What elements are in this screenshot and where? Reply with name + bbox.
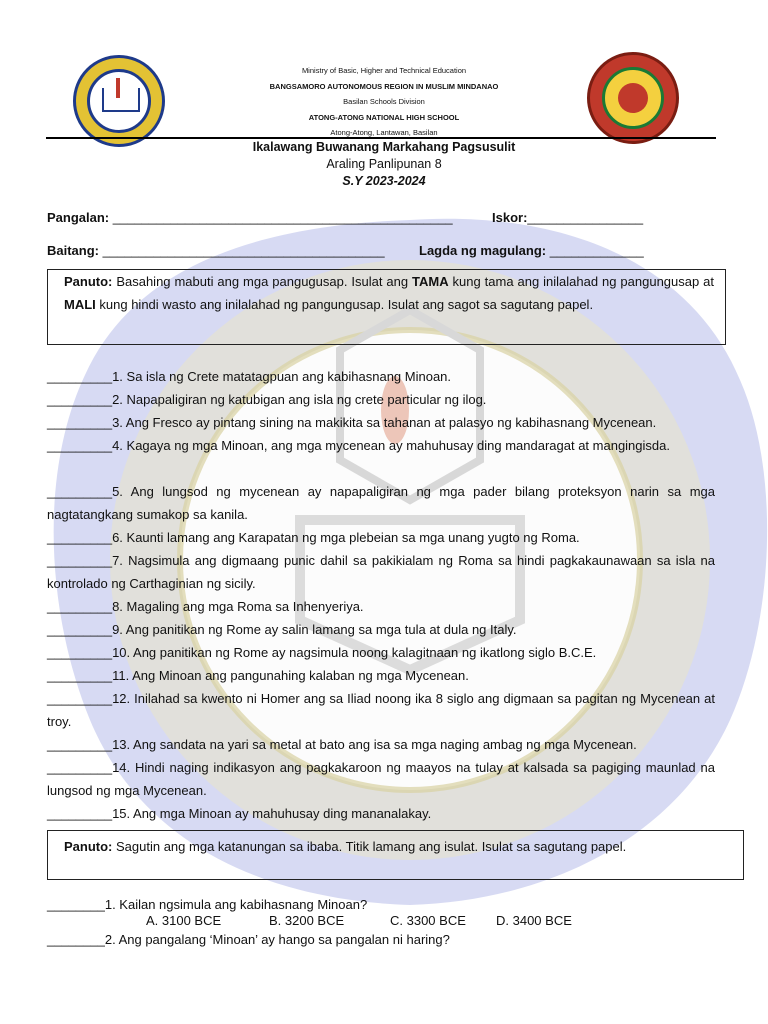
score-blank: ________________ [527,210,644,225]
mali-keyword: MALI [64,297,96,312]
header-ministry: Ministry of Basic, Higher and Technical Education [301,66,467,75]
question-item: _________3. Ang Fresco ay pintang sining na makikita sa tahanan at palasyo ng kabihasnang Mycenean. [47,415,657,430]
question-item: _________14. Hindi naging indikasyon ang pagkakaroon ng maayos na tulay at kalsada sa pagiging maunlad na lungsod ng mga Mycenean. [47,760,715,798]
directions-text: Sagutin ang mga katanungan sa ibaba. Titik lamang ang isulat. Isulat sa sagutang papel. [112,839,627,854]
question-item: _________13. Ang sandata na yari sa metal at bato ang isa sa mga naging ambag ng mga Mycenean. [47,737,637,752]
name-field[interactable] [47,210,453,225]
question-item: _________11. Ang Minoan ang pangunahing kalaban ng mga Mycenean. [47,668,469,683]
option-b: B. 3200 BCE [269,913,345,928]
question-item: _________2. Napapaligiran ng katubigan ang isla ng crete particular ng ilog. [47,392,487,407]
question-item: _________8. Magaling ang mga Roma sa Inhenyeriya. [47,599,364,614]
tama-keyword: TAMA [412,274,449,289]
score-field[interactable] [492,210,643,225]
question-item: _________15. Ang mga Minoan ay mahuhusay ding mananalakay. [47,806,432,821]
signature-label: Lagda ng magulang: [419,243,547,258]
score-label: Iskor: [492,210,528,225]
question-item: _________9. Ang panitikan ng Rome ay salin lamang sa mga tula at dula ng Italy. [47,622,517,637]
header-school: ATONG-ATONG NATIONAL HIGH SCHOOL [308,113,460,122]
grade-field[interactable] [47,243,385,258]
header-region: BANGSAMORO AUTONOMOUS REGION IN MUSLIM MINDANAO [269,82,499,91]
header-address: Atong-Atong, Lantawan, Basilan [330,128,438,137]
exam-title: Ikalawang Buwanang Markahang Pagsusulit [252,140,516,154]
question-item: _________4. Kagaya ng mga Minoan, ang mga mycenean ay mahuhusay ding mandaragat at mangingisda. [47,438,670,453]
question-item: _________1. Sa isla ng Crete matatagpuan ang kabihasnang Minoan. [47,369,452,384]
question-item: _________7. Nagsimula ang digmaang punic dahil sa pakikialam ng Roma sa hindi pagkakaunawaan sa isla na kontrolado ng Carthaginian ng sicily. [47,553,715,591]
question-item: _________12. Inilahad sa kwento ni Homer ang sa Iliad noong ika 8 siglo ang digmaan sa pagitan ng Mycenean at troy. [47,691,715,729]
question-item: _________5. Ang lungsod ng mycenean ay napapaligiran ng mga pader bilang proteksyon narin sa mga nagtatangkang sumakop sa kanila. [47,484,715,522]
option-a: A. 3100 BCE [146,913,222,928]
directions-part1 [64,270,714,316]
directions-text-c: kung hindi wasto ang inilalahad ng pangungusap. Isulat ang sagot sa sagutang papel. [95,297,594,312]
header-division: Basilan Schools Division [343,97,425,106]
option-c: C. 3300 BCE [390,913,466,928]
option-d: D. 3400 BCE [496,913,572,928]
directions-text-b: kung tama ang inilalahad ng pangungusap at [448,274,714,289]
directions-part2 [64,835,734,858]
signature-blank: _____________ [549,243,644,258]
mc-question-2: ________2. Ang pangalang ‘Minoan’ ay hango sa pangalan ni haring? [47,932,450,947]
grade-label: Baitang: [47,243,99,258]
directions-text-a: Basahing mabuti ang mga pangugusap. Isulat ang [112,274,413,289]
subject-title: Araling Panlipunan 8 [326,157,442,171]
school-year: S.Y 2023-2024 [342,174,426,188]
header-divider [46,137,716,139]
parent-signature-field[interactable] [419,243,644,258]
directions-label: Panuto: [64,274,113,289]
name-blank: _______________________________________________ [112,210,453,225]
name-label: Pangalan: [47,210,110,225]
mc-question-1: ________1. Kailan ngsimula ang kabihasnang Minoan? [47,897,368,912]
grade-blank: _______________________________________ [102,243,385,258]
directions-label: Panuto: [64,839,113,854]
question-item: _________6. Kaunti lamang ang Karapatan ng mga plebeian sa mga unang yugto ng Roma. [47,530,580,545]
question-item: _________10. Ang panitikan ng Rome ay nagsimula noong kalagitnaan ng ikatlong siglo B.C.E. [47,645,597,660]
